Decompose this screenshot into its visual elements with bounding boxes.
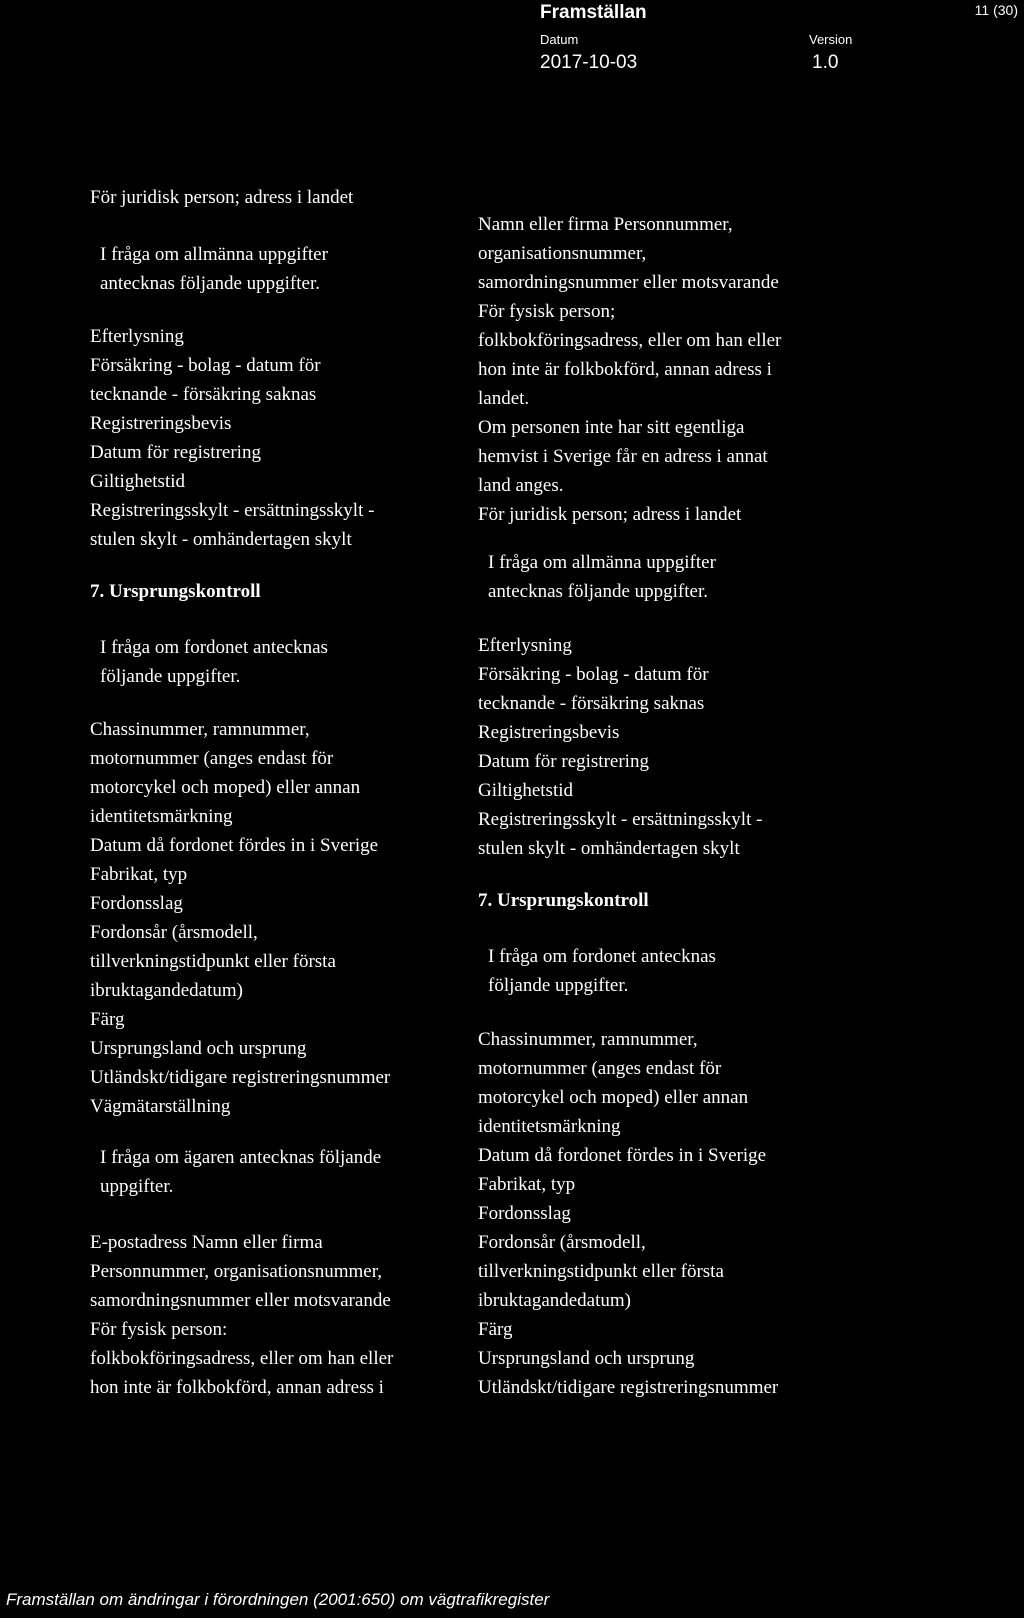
right-paragraph-vehicle-list: Chassinummer, ramnummer, motornummer (anges endast för motorcykel och moped) eller annan identitetsmärkning Datum då fordonet fördes in i Sverige Fabrikat, typ Fordonsslag Fordonsår (årsmodell, tillverkningstidpunkt eller första ibruktagandedatum) Färg Ursprungsland och ursprung Utländskt/tidigare registreringsnummer bbox=[478, 1029, 779, 1398]
right-paragraph-owner-list: Namn eller firma Personnummer, organisationsnummer, samordningsnummer eller motsvarande För fysisk person; folkbokföringsadress, eller om han eller hon inte är folkbokförd, annan adress i landet. Om personen inte har sitt egentliga hemvist i Sverige får en adress i annat land anges. För juridisk person; adress i landet bbox=[478, 214, 782, 525]
left-paragraph-general-info-intro: I fråga om allmänna uppgifter antecknas följande uppgifter. bbox=[100, 244, 328, 294]
date-value: 2017-10-03 bbox=[540, 52, 638, 73]
page-number: 11 (30) bbox=[974, 2, 1018, 18]
right-paragraph-general-info-list: Efterlysning Försäkring - bolag - datum för tecknande - försäkring saknas Registreringsbevis Datum för registrering Giltighetstid Registreringsskylt - ersättningsskylt - stulen skylt - omhändertagen skylt bbox=[478, 635, 763, 859]
right-paragraph-vehicle-intro: I fråga om fordonet antecknas följande uppgifter. bbox=[488, 946, 716, 996]
date-label: Datum bbox=[540, 32, 579, 47]
version-label: Version bbox=[809, 32, 853, 47]
version-value: 1.0 bbox=[812, 52, 839, 73]
left-paragraph-owner-intro: I fråga om ägaren antecknas följande uppgifter. bbox=[100, 1147, 382, 1197]
document-title: Framställan bbox=[540, 2, 647, 23]
left-paragraph-owner-list: E-postadress Namn eller firma Personnummer, organisationsnummer, samordningsnummer eller motsvarande För fysisk person: folkbokföringsadress, eller om han eller hon inte är folkbokförd, annan adress i bbox=[90, 1232, 394, 1398]
left-paragraph-vehicle-list: Chassinummer, ramnummer, motornummer (anges endast för motorcykel och moped) eller annan identitetsmärkning Datum då fordonet fördes in i Sverige Fabrikat, typ Fordonsslag Fordonsår (årsmodell, tillverkningstidpunkt eller första ibruktagandedatum) Färg Ursprungsland och ursprung Utländskt/tidigare registreringsnummer Vägmätarställning bbox=[90, 719, 391, 1117]
left-paragraph-legal-person: För juridisk person; adress i landet bbox=[90, 187, 354, 208]
page-footer: Framställan om ändringar i förordningen (2001:650) om vägtrafikregister bbox=[6, 1590, 550, 1609]
right-paragraph-general-info-intro: I fråga om allmänna uppgifter antecknas följande uppgifter. bbox=[488, 552, 716, 602]
left-paragraph-general-info-list: Efterlysning Försäkring - bolag - datum för tecknande - försäkring saknas Registreringsbevis Datum för registrering Giltighetstid Registreringsskylt - ersättningsskylt - stulen skylt - omhändertagen skylt bbox=[90, 326, 375, 550]
left-paragraph-vehicle-intro: I fråga om fordonet antecknas följande uppgifter. bbox=[100, 637, 328, 687]
left-section-heading: 7. Ursprungskontroll bbox=[90, 581, 261, 602]
right-section-heading: 7. Ursprungskontroll bbox=[478, 890, 649, 911]
